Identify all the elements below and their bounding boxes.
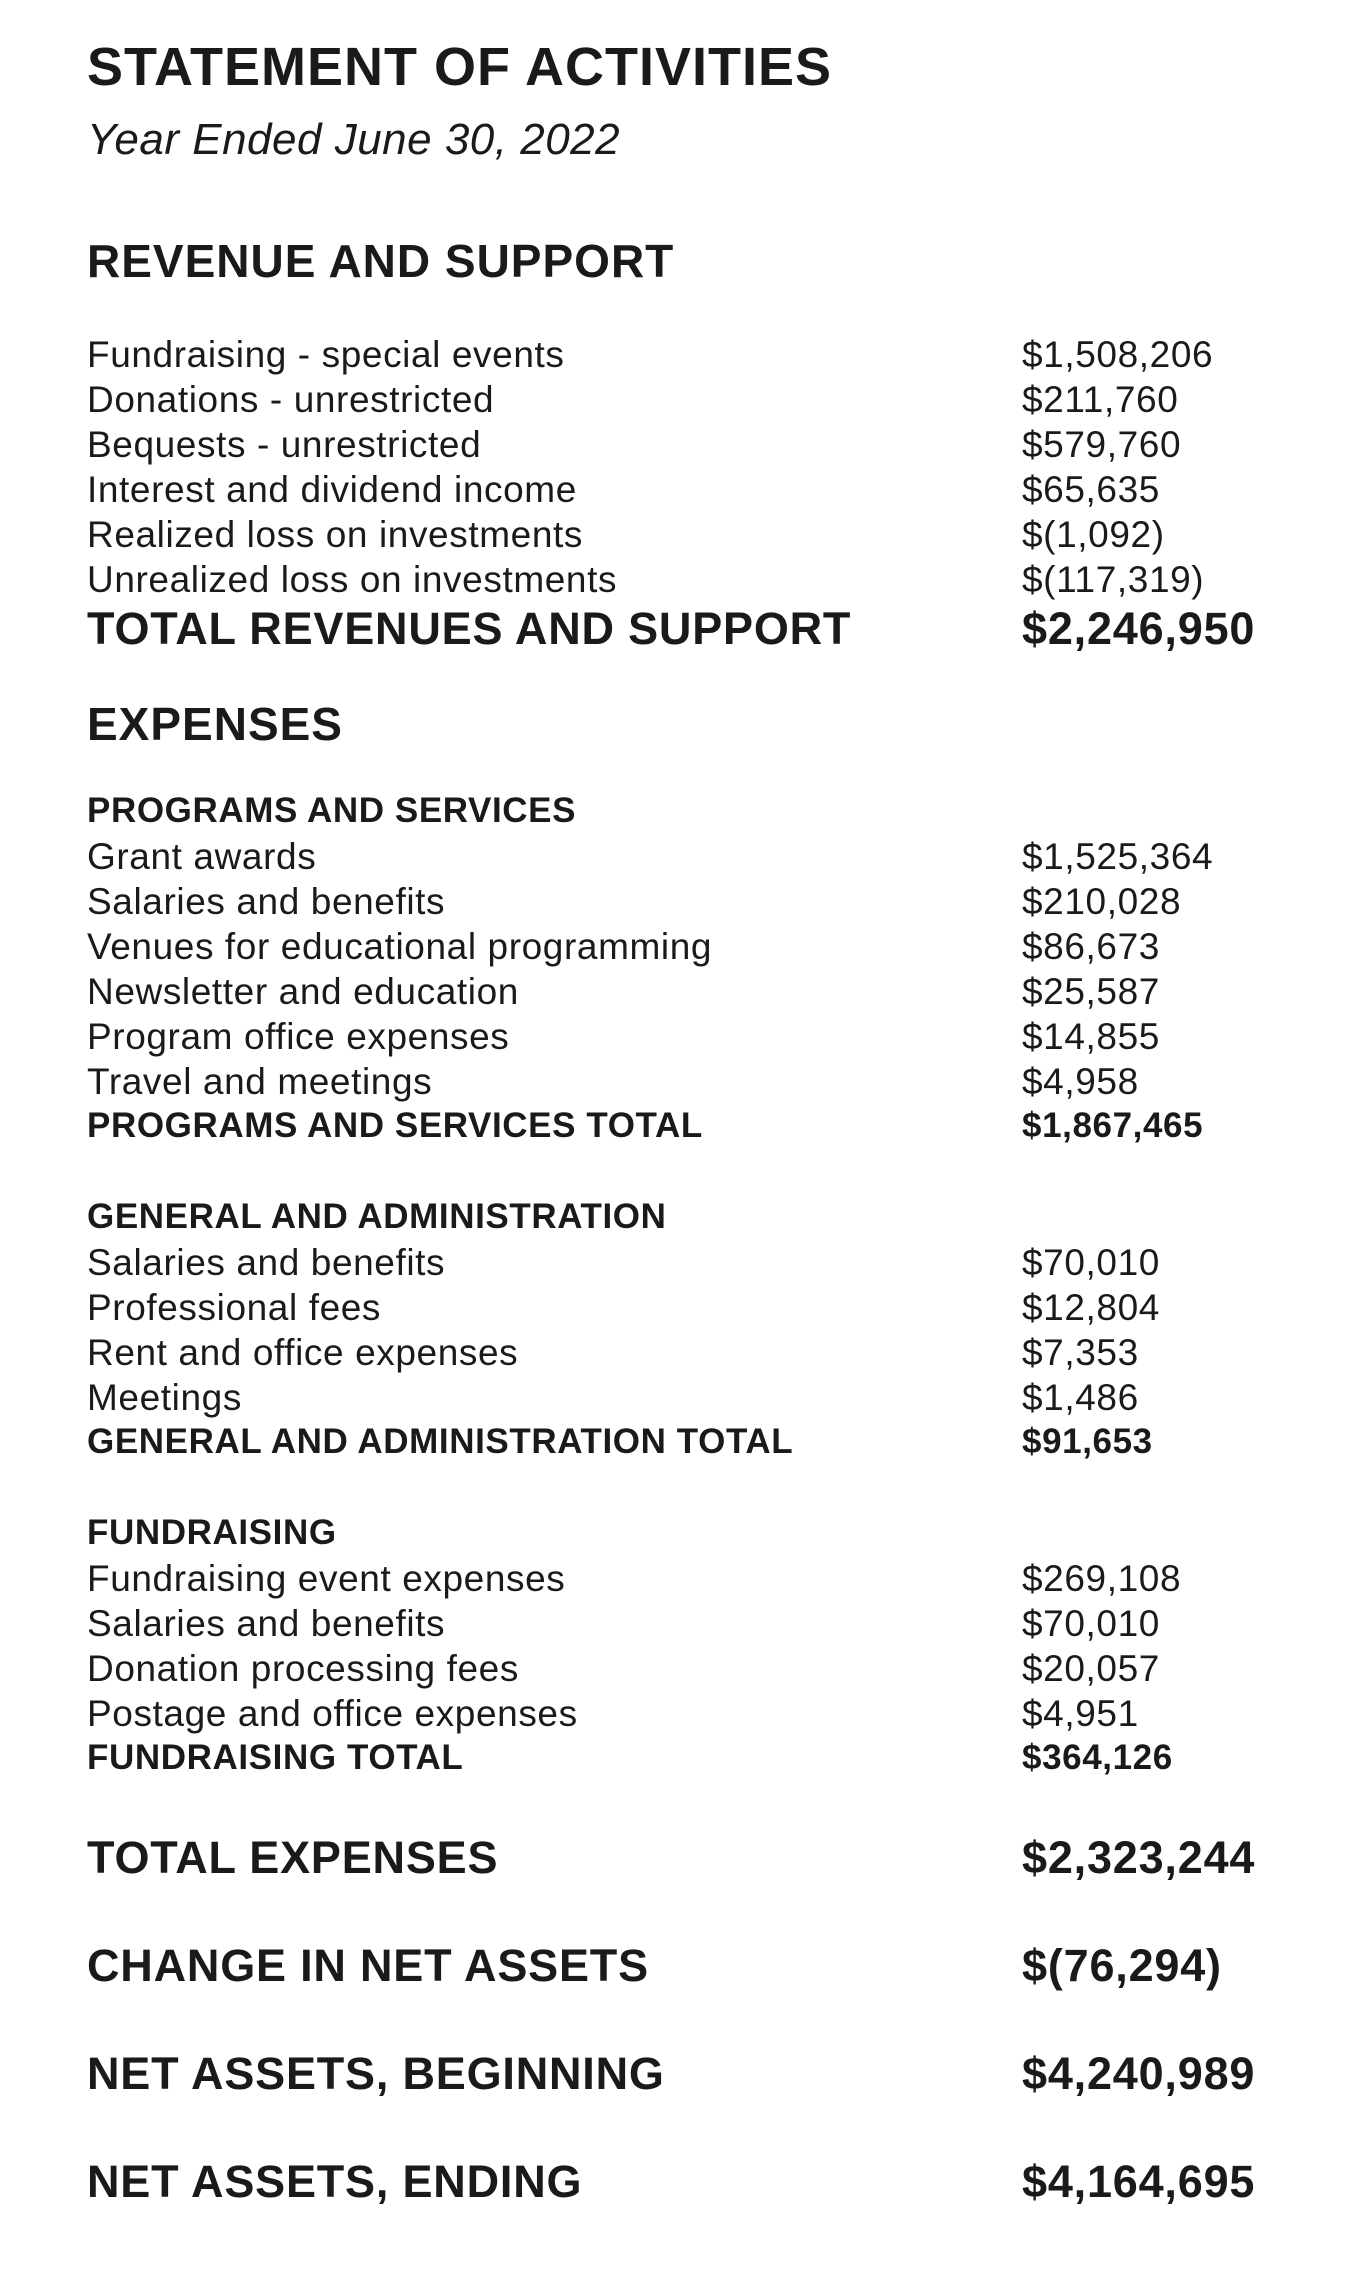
row-amount: $4,951 [1022,1693,1139,1734]
row-label: Newsletter and education [87,971,519,1012]
row-amount: $211,760 [1022,379,1179,420]
row-label: Program office expenses [87,1016,510,1057]
programs-total-row [87,1108,1287,1153]
expense-row [87,928,1287,973]
revenue-row [87,561,1287,606]
row-label: Unrealized loss on investments [87,559,618,600]
total-expenses-row [87,1832,1287,1890]
expense-row [87,1063,1287,1108]
row-amount: $7,353 [1022,1332,1139,1373]
expense-row [87,1244,1287,1289]
statement-page [87,37,1287,2214]
row-amount: $1,508,206 [1022,334,1214,375]
summary-label: NET ASSETS, ENDING [87,2156,583,2207]
row-amount: $70,010 [1022,1242,1160,1283]
row-amount: $579,760 [1022,424,1182,465]
expense-row [87,1289,1287,1334]
row-amount: $(117,319) [1022,559,1205,600]
total-amount: $1,867,465 [1022,1106,1204,1145]
summary-label: NET ASSETS, BEGINNING [87,2048,665,2099]
summary-amount: $2,323,244 [1022,1832,1256,1883]
row-label: Donation processing fees [87,1648,519,1689]
expenses-heading: EXPENSES [87,698,343,750]
row-amount: $70,010 [1022,1603,1160,1644]
row-amount: $20,057 [1022,1648,1160,1689]
expense-row [87,1018,1287,1063]
revenue-heading: REVENUE AND SUPPORT [87,235,675,287]
programs-heading: PROGRAMS AND SERVICES [87,791,577,830]
admin-total-row [87,1424,1287,1469]
row-label: Interest and dividend income [87,469,577,510]
expense-row [87,1695,1287,1740]
row-amount: $12,804 [1022,1287,1160,1328]
programs-block [87,793,1287,1153]
revenue-total-row [87,603,1287,661]
total-label: PROGRAMS AND SERVICES TOTAL [87,1106,703,1145]
revenue-row [87,336,1287,381]
fundraising-total-row [87,1740,1287,1785]
expense-row [87,1560,1287,1605]
expense-row [87,1334,1287,1379]
row-label: Rent and office expenses [87,1332,519,1373]
row-amount: $1,525,364 [1022,836,1214,877]
row-amount: $210,028 [1022,881,1182,922]
row-amount: $65,635 [1022,469,1160,510]
row-label: Fundraising - special events [87,334,565,375]
row-label: Donations - unrestricted [87,379,495,420]
row-label: Professional fees [87,1287,382,1328]
row-label: Meetings [87,1377,242,1418]
summary-amount: $(76,294) [1022,1940,1222,1991]
expense-row [87,1605,1287,1650]
revenue-row [87,471,1287,516]
expense-row [87,883,1287,928]
expense-row [87,1650,1287,1695]
row-amount: $86,673 [1022,926,1160,967]
row-amount: $(1,092) [1022,514,1165,555]
fundraising-heading: FUNDRAISING [87,1513,337,1552]
summary-label: TOTAL EXPENSES [87,1832,499,1883]
row-label: Salaries and benefits [87,1603,446,1644]
total-amount: $2,246,950 [1022,603,1256,654]
page-subtitle: Year Ended June 30, 2022 [87,115,621,164]
row-amount: $25,587 [1022,971,1160,1012]
row-amount: $269,108 [1022,1558,1182,1599]
admin-heading: GENERAL AND ADMINISTRATION [87,1197,667,1236]
revenue-row [87,426,1287,471]
admin-block [87,1199,1287,1469]
row-label: Salaries and benefits [87,881,446,922]
page-title: STATEMENT OF ACTIVITIES [87,37,832,97]
net-assets-beginning-row [87,2048,1287,2106]
revenue-list [87,336,1287,661]
row-amount: $1,486 [1022,1377,1139,1418]
net-assets-ending-row [87,2156,1287,2214]
row-amount: $14,855 [1022,1016,1160,1057]
change-net-assets-row [87,1940,1287,1998]
row-label: Bequests - unrestricted [87,424,482,465]
row-label: Travel and meetings [87,1061,433,1102]
total-amount: $364,126 [1022,1738,1173,1777]
total-amount: $91,653 [1022,1422,1153,1461]
row-label: Salaries and benefits [87,1242,446,1283]
row-label: Postage and office expenses [87,1693,578,1734]
revenue-row [87,381,1287,426]
row-amount: $4,958 [1022,1061,1139,1102]
row-label: Realized loss on investments [87,514,583,555]
fundraising-block [87,1515,1287,1785]
row-label: Fundraising event expenses [87,1558,566,1599]
expense-row [87,973,1287,1018]
total-label: GENERAL AND ADMINISTRATION TOTAL [87,1422,794,1461]
expense-row [87,1379,1287,1424]
total-label: TOTAL REVENUES AND SUPPORT [87,603,852,654]
expense-row [87,838,1287,883]
row-label: Grant awards [87,836,317,877]
revenue-row [87,516,1287,561]
summary-amount: $4,240,989 [1022,2048,1256,2099]
summary-amount: $4,164,695 [1022,2156,1256,2207]
row-label: Venues for educational programming [87,926,713,967]
total-label: FUNDRAISING TOTAL [87,1738,464,1777]
summary-label: CHANGE IN NET ASSETS [87,1940,649,1991]
